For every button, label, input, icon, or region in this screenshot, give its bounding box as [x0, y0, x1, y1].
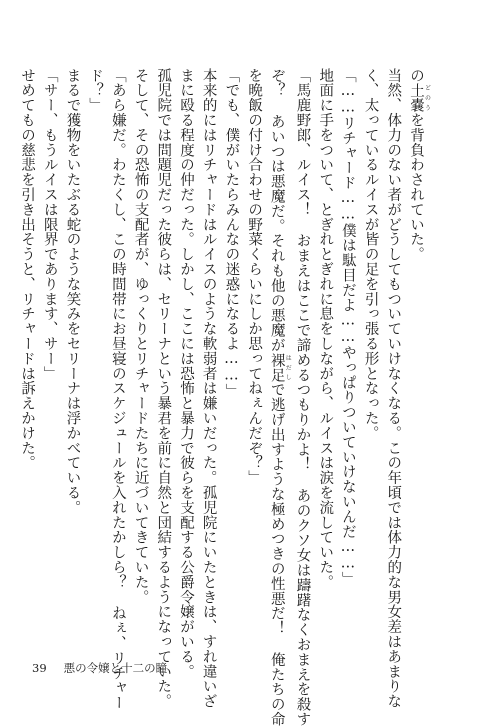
text-line: 「……リチャード……僕は駄目だよ……やっぱりついていけないんだ……」	[339, 68, 356, 587]
text-line: 「サー、もうルイスは限界であります、サー」	[41, 68, 58, 381]
ruby-reading: はだし	[284, 352, 292, 383]
text-line: 孤児院では問題児だった彼らは、セリーナという暴君を前に自然と団結するようになっていた。	[155, 68, 172, 709]
text-line: まに殴る程度の仲だった。しかし、ここには恐怖と暴力で彼らを支配する公爵令嬢がいる。	[177, 68, 194, 679]
text-line: 当然、体力のない者がどうしてもついていけなくなる。この年頃では体力的な男女差はあまりな	[385, 68, 402, 709]
text-line: ぞ？ あいつは悪魔だ。それも他の悪魔が裸足 はだしで逃げ出すような極めつきの性悪だ！ 俺たちの命	[268, 68, 292, 727]
text-line: 「馬鹿野郎、ルイス！ おまえはここで諦めるつもりかよ！ あのクソ女は躊躇なくおまえを殺す	[294, 68, 311, 727]
text-line: く、太っているルイスが皆の足を引っ張る形となった。	[362, 68, 379, 441]
text-line: を晩飯の付け合わせの野菜くらいにしか思ってねぇんだぞ？」	[246, 68, 263, 486]
ruby-word: 裸足 はだし	[268, 352, 292, 383]
ruby-word: 土嚢 どのう	[408, 82, 431, 113]
text-line: 「あら嫌だ。わたくし、この時間帯にお昼寝のスケジュールを入れたかしら？ ねぇ、リチャー	[109, 68, 126, 711]
text-line: 地面に手をついて、とぎれとぎれに息をしながら、ルイスは涙を流していた。	[317, 68, 334, 590]
text-line: 本来的にはリチャードはルイスのような軟弱者は嫌いだった。孤児院にいたときは、すれ違いざ	[200, 68, 217, 709]
text-line: まるで獲物をいたぶる蛇のような笑みをセリーナは浮かべている。	[64, 68, 81, 515]
text-line: の土嚢 どのうを背負わされていた。	[408, 68, 431, 262]
text-line: ド？」	[87, 68, 104, 113]
page-number: 39	[32, 661, 47, 675]
text-line: せめてもの慈悲を引き出そうと、リチャードは訴えかけた。	[19, 68, 36, 471]
text-line: そして、その恐怖の支配者が、ゆっくりとリチャードたちに近づいてきていた。	[132, 68, 149, 605]
book-title: 悪の令嬢と十二の瞳	[63, 661, 168, 675]
text-line: 「でも、僕がいたらみんなの迷惑になるよ……」	[223, 68, 240, 399]
page-footer	[32, 660, 167, 676]
ruby-reading: どのう	[423, 82, 431, 113]
